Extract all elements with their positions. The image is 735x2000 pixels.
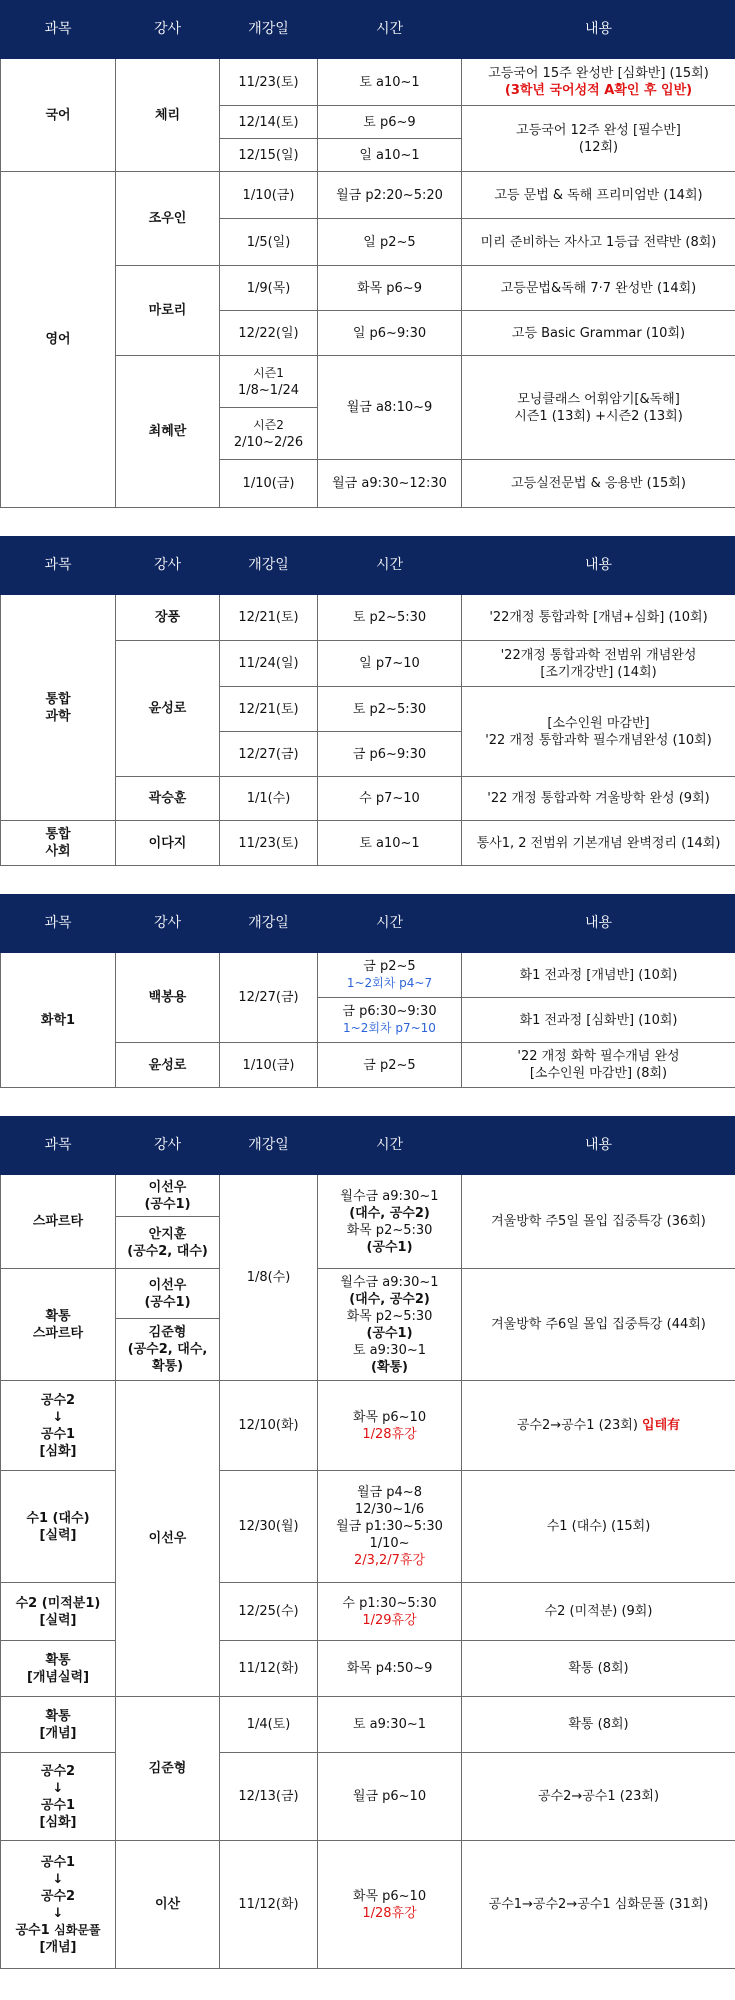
subject-line: [개념실력] xyxy=(26,1669,90,1685)
content-line: (12회) xyxy=(578,139,619,155)
subject-text-small: 심화문풀 xyxy=(54,1922,101,1937)
content-cell: 수1 (대수) (15회) xyxy=(462,1471,735,1583)
time-cell: 일 p6~9:30 xyxy=(318,311,462,356)
time-line: 금 p6:30~9:30 xyxy=(342,1004,437,1019)
date-cell: 12/15(일) xyxy=(220,139,318,172)
teacher-cell: 최혜란 xyxy=(116,356,220,508)
table-row xyxy=(1,595,735,641)
date-cell: 1/4(토) xyxy=(220,1697,318,1753)
subject-line: 확통 xyxy=(45,1308,71,1324)
time-cell: 토 p2~5:30 xyxy=(318,687,462,732)
time-cell: 화목 p6~9 xyxy=(318,266,462,311)
subject-line: 사회 xyxy=(45,844,71,859)
subject-line: [개념] xyxy=(39,1725,77,1741)
header-subject: 과목 xyxy=(1,1,116,59)
content-note: (3학년 국어성적 A확인 후 입반) xyxy=(504,83,693,98)
date-line: 1/8~1/24 xyxy=(237,382,299,398)
subject-line: 공수1 xyxy=(40,1854,76,1870)
subject-cell xyxy=(1,1471,116,1583)
time-note: 1/28휴강 xyxy=(362,1905,417,1921)
date-cell: 12/21(토) xyxy=(220,687,318,732)
subject-text: 공수1 xyxy=(15,1922,50,1938)
teacher-cell: 이산 xyxy=(116,1841,220,1969)
content-cell xyxy=(462,59,735,106)
content-cell xyxy=(462,641,735,687)
subject-line: ↓ xyxy=(52,1409,64,1425)
header-time: 시간 xyxy=(318,1,462,59)
header-subject: 과목 xyxy=(1,537,116,595)
time-line: 화목 p6~10 xyxy=(352,1409,427,1425)
time-cell: 금 p6~9:30 xyxy=(318,732,462,777)
teacher-cell xyxy=(116,1175,220,1217)
subject-line: [심화] xyxy=(39,1443,77,1459)
header-row xyxy=(1,1117,735,1175)
content-cell: '22 개정 통합과학 겨울방학 완성 (9회) xyxy=(462,777,735,821)
time-cell xyxy=(318,953,462,998)
date-cell: 12/30(월) xyxy=(220,1471,318,1583)
table-row xyxy=(1,1583,735,1641)
content-cell xyxy=(462,1043,735,1088)
timetable-chemistry xyxy=(0,894,735,1088)
content-line: '22 개정 통합과학 필수개념완성 (10회) xyxy=(485,732,712,748)
content-cell: 고등문법&독해 7·7 완성반 (14회) xyxy=(462,266,735,311)
time-line: 1/10~ xyxy=(369,1536,410,1551)
subject-line: [실력] xyxy=(39,1527,77,1543)
header-time: 시간 xyxy=(318,1117,462,1175)
time-line: 화목 p6~10 xyxy=(352,1888,427,1904)
time-line: (대수, 공수2) xyxy=(349,1291,430,1307)
content-cell: 화1 전과정 [개념반] (10회) xyxy=(462,953,735,998)
header-subject: 과목 xyxy=(1,895,116,953)
table-row xyxy=(1,172,735,219)
time-line: 화목 p2~5:30 xyxy=(346,1308,433,1324)
content-cell xyxy=(462,687,735,777)
header-start: 개강일 xyxy=(220,895,318,953)
subject-line: 확통 xyxy=(45,1652,71,1668)
date-cell: 11/12(화) xyxy=(220,1641,318,1697)
content-text: 공수2→공수1 (23회) xyxy=(516,1418,638,1433)
time-line: 금 p2~5 xyxy=(363,959,416,974)
date-cell: 12/21(토) xyxy=(220,595,318,641)
time-cell: 일 p2~5 xyxy=(318,219,462,266)
date-cell: 11/23(토) xyxy=(220,59,318,106)
time-line: (확통) xyxy=(371,1359,408,1375)
teacher-line: 안지훈 xyxy=(148,1226,187,1242)
header-teacher: 강사 xyxy=(116,537,220,595)
date-cell: 1/5(일) xyxy=(220,219,318,266)
time-cell: 월금 p2:20~5:20 xyxy=(318,172,462,219)
timetable-integrated xyxy=(0,536,735,866)
table-row xyxy=(1,1381,735,1471)
teacher-cell: 윤성로 xyxy=(116,641,220,777)
subject-line: 공수1 xyxy=(40,1797,76,1813)
subject-cell xyxy=(1,1641,116,1697)
time-line: 월수금 a9:30~1 xyxy=(340,1188,439,1204)
teacher-cell: 김준형 xyxy=(116,1697,220,1841)
content-cell: 화1 전과정 [심화반] (10회) xyxy=(462,998,735,1043)
teacher-line: 확통) xyxy=(151,1359,184,1374)
time-note: 1~2회차 p7~10 xyxy=(343,1021,436,1035)
header-content: 내용 xyxy=(462,1117,735,1175)
subject-line: ↓ xyxy=(52,1871,64,1887)
time-cell: 금 p2~5 xyxy=(318,1043,462,1088)
header-teacher: 강사 xyxy=(116,1117,220,1175)
teacher-cell: 백봉용 xyxy=(116,953,220,1043)
subject-line: ↓ xyxy=(52,1905,64,1921)
header-time: 시간 xyxy=(318,895,462,953)
content-cell: 확통 (8회) xyxy=(462,1697,735,1753)
content-cell: 통사1, 2 전범위 기본개념 완벽정리 (14회) xyxy=(462,821,735,866)
content-cell: 공수1→공수2→공수1 심화문풀 (31회) xyxy=(462,1841,735,1969)
date-cell: 12/13(금) xyxy=(220,1753,318,1841)
content-line: '22개정 통합과학 전범위 개념완성 xyxy=(500,647,697,663)
content-cell: 겨울방학 주6일 몰입 집중특강 (44회) xyxy=(462,1269,735,1381)
subject-cell: 스파르타 xyxy=(1,1175,116,1269)
date-line: 시즌2 xyxy=(253,417,284,432)
subject-line: 스파르타 xyxy=(32,1325,84,1341)
time-cell: 월금 a9:30~12:30 xyxy=(318,460,462,508)
time-line: (대수, 공수2) xyxy=(349,1205,430,1221)
date-line: 2/10~2/26 xyxy=(233,434,304,450)
time-cell: 월금 a8:10~9 xyxy=(318,356,462,460)
time-note: 1/28휴강 xyxy=(362,1426,417,1442)
timetable-korean-english xyxy=(0,0,735,508)
teacher-cell: 곽승훈 xyxy=(116,777,220,821)
teacher-line: (공수2, 대수) xyxy=(127,1243,208,1259)
teacher-cell: 체리 xyxy=(116,59,220,172)
header-content: 내용 xyxy=(462,895,735,953)
date-cell: 1/8(수) xyxy=(220,1175,318,1381)
content-cell: 미리 준비하는 자사고 1등급 전략반 (8회) xyxy=(462,219,735,266)
subject-cell xyxy=(1,1381,116,1471)
content-cell: 확통 (8회) xyxy=(462,1641,735,1697)
date-cell: 11/12(화) xyxy=(220,1841,318,1969)
time-cell: 토 a10~1 xyxy=(318,59,462,106)
time-cell xyxy=(318,1841,462,1969)
time-cell xyxy=(318,1381,462,1471)
date-cell: 1/10(금) xyxy=(220,1043,318,1088)
teacher-cell: 장풍 xyxy=(116,595,220,641)
content-cell: 고등 Basic Grammar (10회) xyxy=(462,311,735,356)
time-cell xyxy=(318,998,462,1043)
content-cell xyxy=(462,356,735,460)
date-cell: 12/10(화) xyxy=(220,1381,318,1471)
time-line: (공수1) xyxy=(366,1239,413,1255)
subject-line: ↓ xyxy=(52,1780,64,1796)
subject-cell xyxy=(1,595,116,821)
subject-cell xyxy=(1,821,116,866)
time-line: (공수1) xyxy=(366,1325,413,1341)
time-cell: 토 p2~5:30 xyxy=(318,595,462,641)
content-cell xyxy=(462,1381,735,1471)
subject-cell: 화학1 xyxy=(1,953,116,1088)
time-cell: 토 a9:30~1 xyxy=(318,1697,462,1753)
teacher-line: (공수2, 대수, xyxy=(127,1342,208,1357)
subject-line: [실력] xyxy=(39,1612,77,1628)
subject-line: 과학 xyxy=(45,708,71,724)
header-start: 개강일 xyxy=(220,1117,318,1175)
content-line: '22 개정 화학 필수개념 완성 xyxy=(517,1049,680,1064)
date-cell: 11/23(토) xyxy=(220,821,318,866)
date-cell: 12/27(금) xyxy=(220,953,318,1043)
date-cell xyxy=(220,356,318,408)
teacher-cell: 이선우 xyxy=(116,1381,220,1697)
content-line: [소수인원 마감반] (8회) xyxy=(529,1066,668,1081)
teacher-line: (공수1) xyxy=(144,1294,191,1310)
content-cell: 고등 문법 & 독해 프리미엄반 (14회) xyxy=(462,172,735,219)
subject-line: 공수2 xyxy=(40,1763,76,1779)
subject-cell xyxy=(1,1697,116,1753)
time-note: 1~2회차 p4~7 xyxy=(346,976,433,990)
time-line: 월수금 a9:30~1 xyxy=(340,1274,439,1290)
date-cell: 12/22(일) xyxy=(220,311,318,356)
subject-line: 공수2 xyxy=(40,1392,76,1408)
content-cell: 겨울방학 주5일 몰입 집중특강 (36회) xyxy=(462,1175,735,1269)
table-row xyxy=(1,59,735,106)
time-note: 2/3,2/7휴강 xyxy=(353,1553,426,1568)
time-line: 토 a9:30~1 xyxy=(352,1342,426,1358)
subject-line: 확통 xyxy=(45,1708,71,1724)
teacher-cell: 조우인 xyxy=(116,172,220,266)
header-content: 내용 xyxy=(462,1,735,59)
subject-line: 공수1 xyxy=(40,1426,76,1442)
header-content: 내용 xyxy=(462,537,735,595)
teacher-cell xyxy=(116,1269,220,1319)
subject-line: 공수2 xyxy=(40,1888,76,1904)
time-cell: 화목 p4:50~9 xyxy=(318,1641,462,1697)
header-start: 개강일 xyxy=(220,1,318,59)
table-row xyxy=(1,1175,735,1217)
date-cell: 1/9(목) xyxy=(220,266,318,311)
table-row xyxy=(1,1753,735,1841)
table-row xyxy=(1,1471,735,1583)
subject-line: 수1 (대수) xyxy=(26,1510,90,1526)
date-cell: 11/24(일) xyxy=(220,641,318,687)
subject-cell xyxy=(1,1583,116,1641)
header-subject: 과목 xyxy=(1,1117,116,1175)
time-cell xyxy=(318,1269,462,1381)
date-cell: 1/10(금) xyxy=(220,172,318,219)
content-cell: '22개정 통합과학 [개념+심화] (10회) xyxy=(462,595,735,641)
subject-line: 통합 xyxy=(45,827,71,842)
time-line: 월금 p4~8 xyxy=(357,1485,422,1500)
header-start: 개강일 xyxy=(220,537,318,595)
teacher-cell xyxy=(116,1319,220,1381)
teacher-cell: 마로리 xyxy=(116,266,220,356)
content-cell: 수2 (미적분) (9회) xyxy=(462,1583,735,1641)
subject-line xyxy=(5,1922,111,1939)
date-line: 시즌1 xyxy=(253,365,284,380)
content-cell: 고등실전문법 & 응용반 (15회) xyxy=(462,460,735,508)
time-cell: 토 a10~1 xyxy=(318,821,462,866)
time-line: 12/30~1/6 xyxy=(354,1502,425,1517)
teacher-line: 이선우 xyxy=(148,1179,187,1195)
header-time: 시간 xyxy=(318,537,462,595)
content-cell xyxy=(462,106,735,172)
subject-cell xyxy=(1,1841,116,1969)
teacher-cell: 윤성로 xyxy=(116,1043,220,1088)
teacher-cell xyxy=(116,1217,220,1269)
teacher-cell: 이다지 xyxy=(116,821,220,866)
subject-cell xyxy=(1,1753,116,1841)
content-line: 고등국어 12주 완성 [필수반] xyxy=(516,122,681,138)
time-cell: 토 p6~9 xyxy=(318,106,462,139)
teacher-line: 이선우 xyxy=(148,1277,187,1293)
table-row xyxy=(1,1841,735,1969)
content-line: 시즌1 (13회) +시즌2 (13회) xyxy=(514,408,683,424)
date-cell: 12/27(금) xyxy=(220,732,318,777)
time-cell: 수 p7~10 xyxy=(318,777,462,821)
time-line: 화목 p2~5:30 xyxy=(346,1222,433,1238)
date-cell: 12/25(수) xyxy=(220,1583,318,1641)
header-teacher: 강사 xyxy=(116,895,220,953)
table-row xyxy=(1,1269,735,1319)
subject-line: 수2 (미적분1) xyxy=(15,1595,101,1611)
header-row xyxy=(1,537,735,595)
date-cell: 12/14(토) xyxy=(220,106,318,139)
header-teacher: 강사 xyxy=(116,1,220,59)
date-cell: 1/10(금) xyxy=(220,460,318,508)
time-cell: 일 a10~1 xyxy=(318,139,462,172)
subject-line: [개념] xyxy=(39,1939,77,1955)
time-cell xyxy=(318,1175,462,1269)
time-cell: 일 p7~10 xyxy=(318,641,462,687)
subject-cell: 영어 xyxy=(1,172,116,508)
date-cell xyxy=(220,408,318,460)
content-line: [소수인원 마감반] xyxy=(547,715,650,731)
time-cell xyxy=(318,1583,462,1641)
status-badge: 입테有 xyxy=(642,1418,681,1433)
table-row xyxy=(1,1697,735,1753)
teacher-line: (공수1) xyxy=(144,1196,191,1212)
time-line: 월금 p1:30~5:30 xyxy=(336,1519,443,1534)
subject-cell xyxy=(1,1269,116,1381)
content-text: 고등국어 15주 완성반 [심화반] (15회) xyxy=(488,66,709,81)
time-cell xyxy=(318,1471,462,1583)
content-line: 모닝클래스 어휘암기[&독해] xyxy=(517,391,680,407)
time-cell: 월금 p6~10 xyxy=(318,1753,462,1841)
teacher-line: 김준형 xyxy=(148,1325,187,1340)
time-line: 수 p1:30~5:30 xyxy=(342,1595,437,1611)
subject-line: [심화] xyxy=(39,1814,77,1830)
date-cell: 1/1(수) xyxy=(220,777,318,821)
header-row xyxy=(1,1,735,59)
header-row xyxy=(1,895,735,953)
subject-cell: 국어 xyxy=(1,59,116,172)
timetable-math xyxy=(0,1116,735,1969)
table-row xyxy=(1,821,735,866)
table-row xyxy=(1,953,735,998)
time-note: 1/29휴강 xyxy=(362,1612,417,1628)
content-line: [조기개강반] (14회) xyxy=(540,664,657,680)
table-row xyxy=(1,1641,735,1697)
subject-line: 통합 xyxy=(45,691,71,707)
content-cell: 공수2→공수1 (23회) xyxy=(462,1753,735,1841)
